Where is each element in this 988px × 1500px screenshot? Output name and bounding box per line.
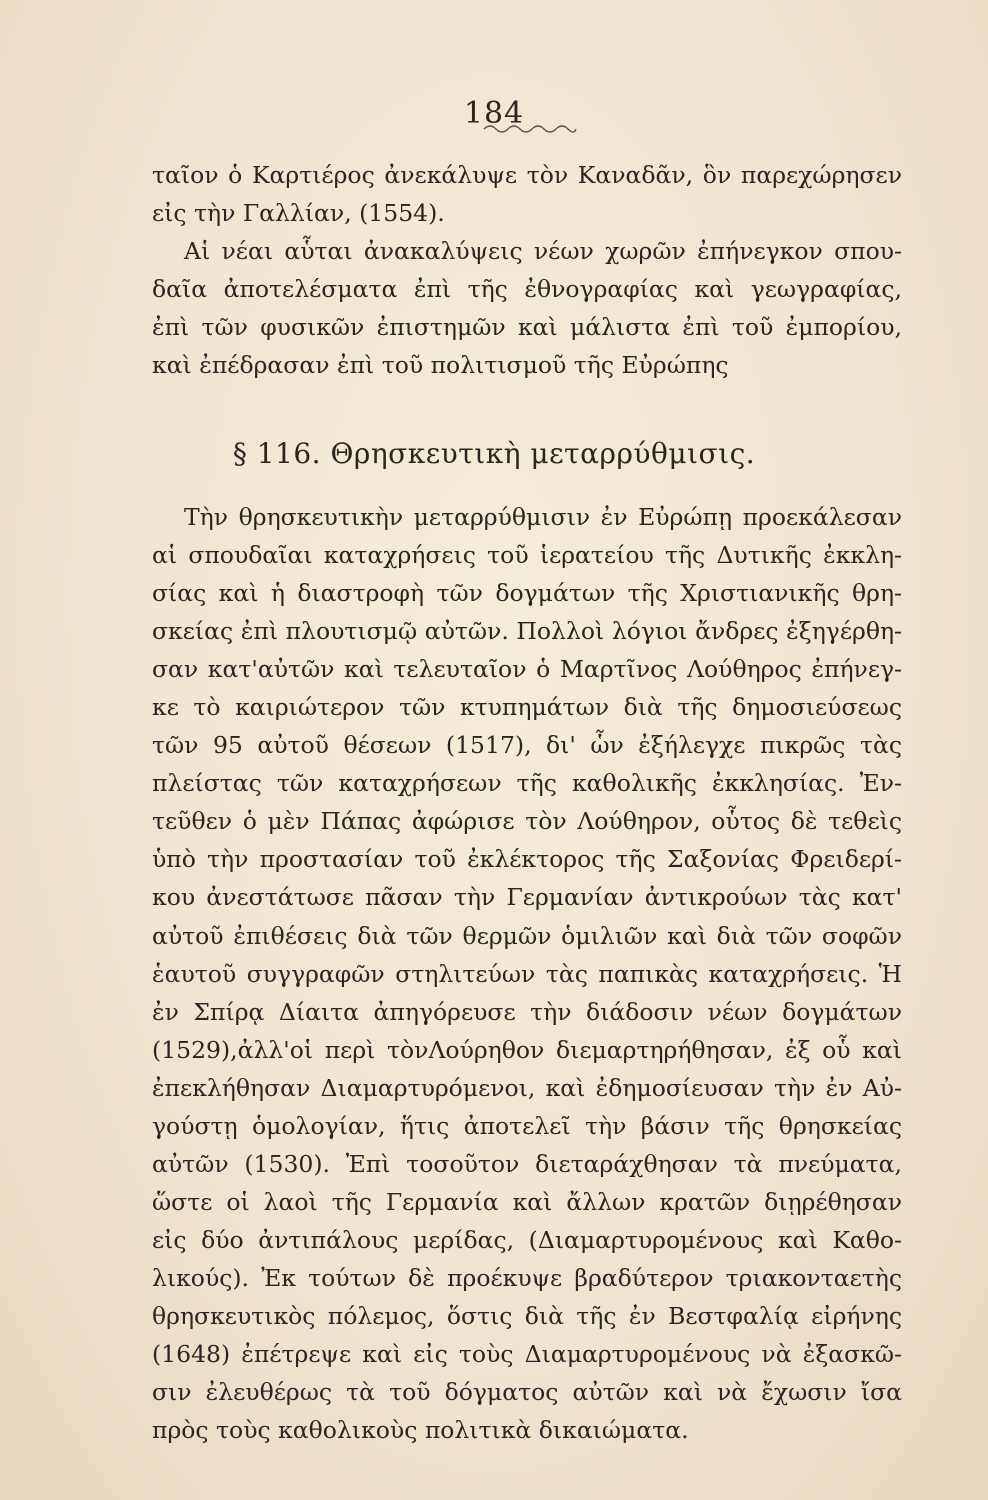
page-number: 184	[463, 96, 525, 131]
text-line: ὑπὸ τὴν προστασίαν τοῦ ἐκλέκτορος τῆς Σαξονίας Φρειδερί-	[152, 845, 902, 874]
text-line: ἐπὶ τῶν φυσικῶν ἐπιστημῶν καὶ μάλιστα ἐπὶ τοῦ ἐμπορίου,	[152, 313, 902, 341]
text-line: Τὴν θρησκευτικὴν μεταρρύθμισιν ἐν Εὐρώπῃ προεκάλεσαν	[184, 503, 902, 531]
text-line: πλείστας τῶν καταχρήσεων τῆς καθολικῆς ἐκκλησίας. Ἐν-	[152, 769, 902, 798]
main-paragraph	[152, 498, 902, 1449]
text-line: δαῖα ἀποτελέσματα ἐπὶ τῆς ἐθνογραφίας καὶ γεωγραφίας,	[152, 275, 902, 303]
text-line: αἱ σπουδαῖαι καταχρήσεις τοῦ ἱερατείου τῆς Δυτικῆς ἐκκλη-	[152, 541, 902, 570]
text-line: τῶν 95 αὐτοῦ θέσεων (1517), δι' ὧν ἐξήλεγχε πικρῶς τὰς	[152, 731, 902, 760]
text-line: αὐτοῦ ἐπιθέσεις διὰ τῶν θερμῶν ὁμιλιῶν καὶ διὰ τῶν σοφῶν	[152, 921, 902, 950]
intro-paragraph	[152, 156, 902, 384]
text-line: (1648) ἐπέτρεψε καὶ εἰς τοὺς Διαμαρτυρομένους νὰ ἐξασκῶ-	[152, 1340, 902, 1369]
section-heading: § 116. Θρησκευτικὴ μεταρρύθμισις.	[232, 437, 756, 470]
text-line: ἐπεκλήθησαν Διαμαρτυρόμενοι, καὶ ἐδημοσίευσαν τὴν ἐν Αὐ-	[152, 1073, 902, 1102]
text-line: εἰς δύο ἀντιπάλους μερίδας, (Διαμαρτυρομένους καὶ Καθο-	[152, 1225, 902, 1254]
text-line: (1529),ἀλλ'οἱ περὶ τὸνΛούρηθον διεμαρτηρήθησαν, ἐξ οὗ καὶ	[152, 1035, 902, 1064]
text-line: ἐν Σπίρᾳ Δίαιτα ἀπηγόρευσε τὴν διάδοσιν νέων δογμάτων	[152, 997, 902, 1026]
text-line: πρὸς τοὺς καθολικοὺς πολιτικὰ δικαιώματα.	[152, 1416, 689, 1445]
text-line: καὶ ἐπέδρασαν ἐπὶ τοῦ πολιτισμοῦ τῆς Εὐρώπης	[152, 351, 729, 379]
text-line: τεῦθεν ὁ μὲν Πάπας ἀφώρισε τὸν Λούθηρον, οὗτος δὲ τεθεὶς	[152, 807, 902, 836]
text-line: λικούς). Ἐκ τούτων δὲ προέκυψε βραδύτερον τριακονταετὴς	[152, 1263, 902, 1292]
text-line: θρησκευτικὸς πόλεμος, ὅστις διὰ τῆς ἐν Βεστφαλίᾳ εἰρήνης	[152, 1301, 902, 1330]
text-line: αὐτῶν (1530). Ἐπὶ τοσοῦτον διεταράχθησαν τὰ πνεύματα,	[152, 1149, 902, 1178]
text-line: εἰς τὴν Γαλλίαν, (1554).	[152, 199, 445, 227]
text-line: σαν κατ'αὐτῶν καὶ τελευταῖον ὁ Μαρτῖνος Λούθηρος ἐπήνεγ-	[152, 655, 902, 684]
text-line: ἑαυτοῦ συγγραφῶν στηλιτεύων τὰς παπικὰς καταχρήσεις. Ἡ	[152, 959, 902, 988]
text-line: σκείας ἐπὶ πλουτισμῷ αὐτῶν. Πολλοὶ λόγιοι ἄνδρες ἐξηγέρθη-	[152, 617, 902, 646]
text-line: κε τὸ καιριώτερον τῶν κτυπημάτων διὰ τῆς δημοσιεύσεως	[152, 693, 902, 722]
text-line: γούστῃ ὁμολογίαν, ἥτις ἀποτελεῖ τὴν βάσιν τῆς θρησκείας	[152, 1111, 902, 1140]
text-line: κου ἀνεστάτωσε πᾶσαν τὴν Γερμανίαν ἀντικρούων τὰς κατ'	[152, 883, 902, 912]
text-line: σίας καὶ ἡ διαστροφὴ τῶν δογμάτων τῆς Χριστιανικῆς θρη-	[152, 579, 902, 608]
wavy-ornament	[482, 122, 578, 136]
text-line: ταῖον ὁ Καρτιέρος ἀνεκάλυψε τὸν Καναδᾶν, ὃν παρεχώρησεν	[152, 161, 902, 189]
text-line: ὥστε οἱ λαοὶ τῆς Γερμανία καὶ ἄλλων κρατῶν διῃρέθησαν	[152, 1187, 902, 1216]
text-line: σιν ἐλευθέρως τὰ τοῦ δόγματος αὐτῶν καὶ νὰ ἔχωσιν ἴσα	[152, 1378, 902, 1407]
text-line: Αἱ νέαι αὗται ἀνακαλύψεις νέων χωρῶν ἐπήνεγκον σπου-	[184, 237, 902, 265]
